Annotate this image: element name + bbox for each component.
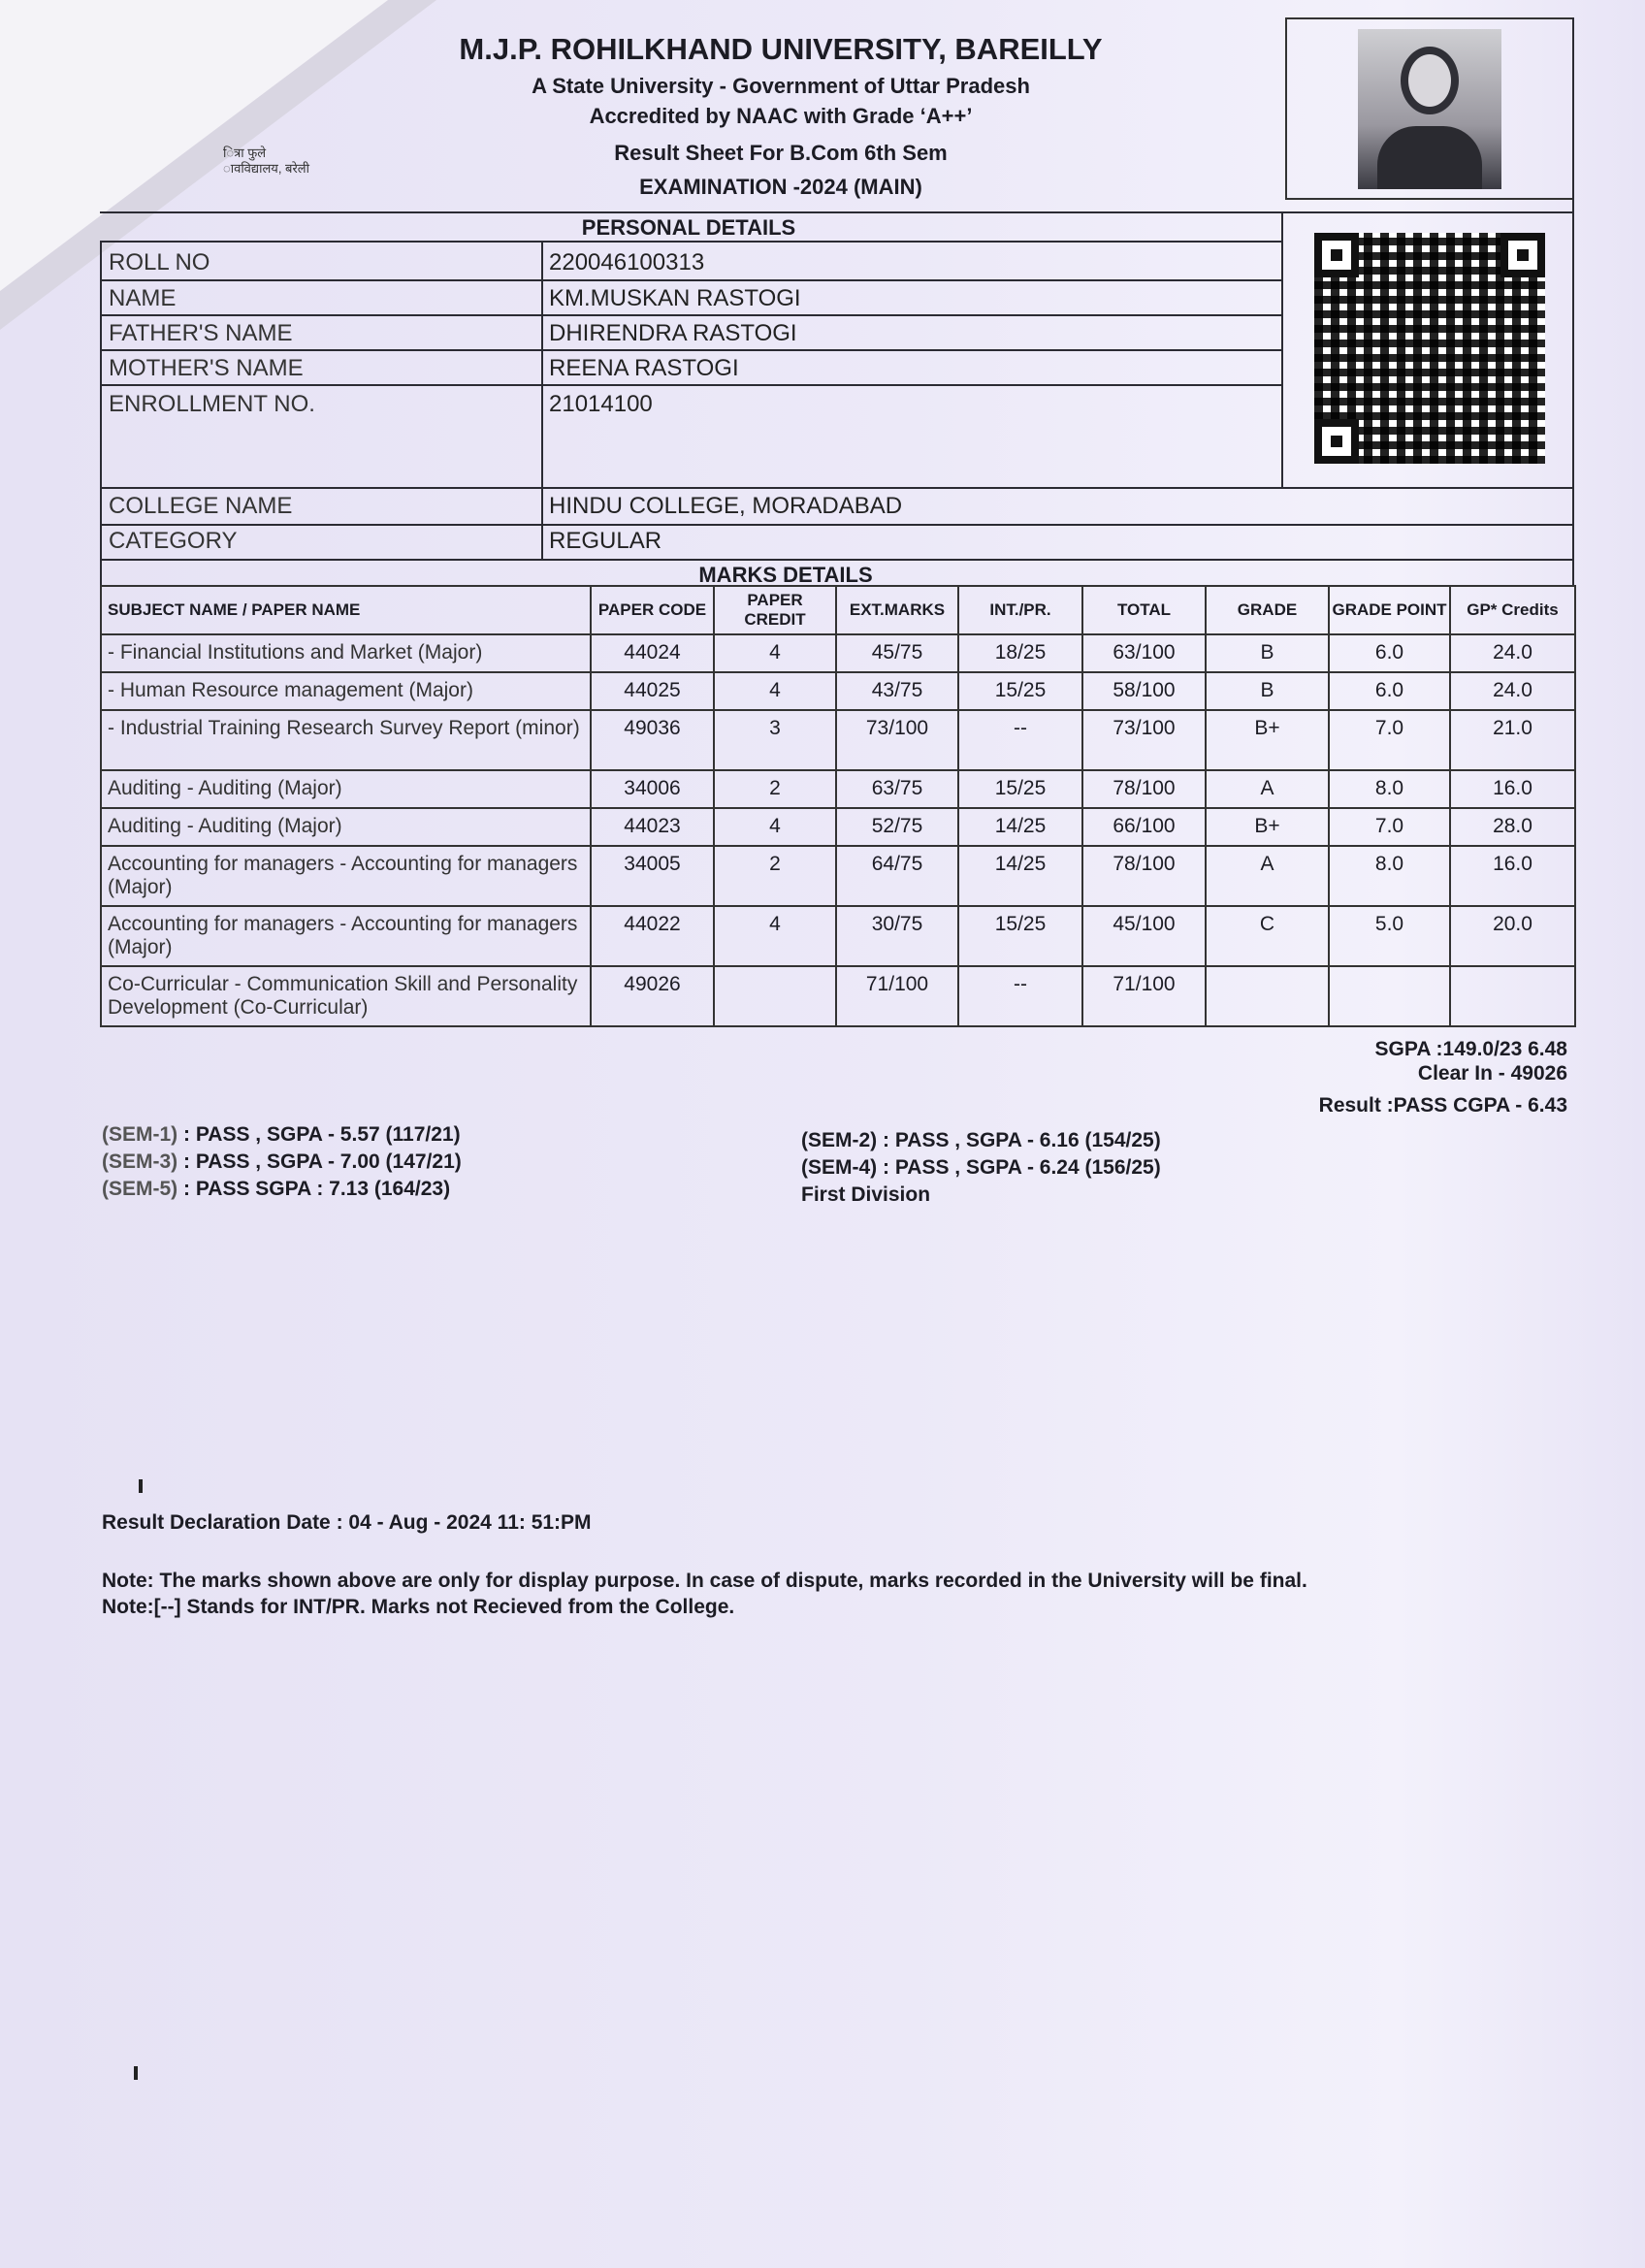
marks-details-title: MARKS DETAILS [698,563,873,587]
mother-name-label: MOTHER'S NAME [109,355,304,381]
divider [100,349,1283,351]
personal-details-title: PERSONAL DETAILS [581,215,796,240]
scan-speck [134,2066,138,2080]
result-declaration-date: Result Declaration Date : 04 - Aug - 2024 11: 51:PM [102,1511,592,1534]
result-sheet-title: Result Sheet For B.Com 6th Sem [614,141,948,165]
category-value: REGULAR [549,528,662,554]
examination-title: EXAMINATION -2024 (MAIN) [639,175,922,199]
divider [100,241,102,586]
name-label: NAME [109,285,177,311]
col-paper-code: PAPER CODE [591,586,714,634]
col-grade-point: GRADE POINT [1329,586,1450,634]
col-ext-marks: EXT.MARKS [836,586,958,634]
table-row: Co-Curricular - Communication Skill and Personality Development (Co-Curricular) 49026 71/100 -- 71/100 [101,966,1575,1026]
clear-in: Clear In - 49026 [1417,1062,1567,1085]
divider [100,559,1574,561]
result-cgpa: Result :PASS CGPA - 6.43 [1318,1094,1567,1117]
col-subject: SUBJECT NAME / PAPER NAME [101,586,591,634]
divider [100,487,1574,489]
college-name-label: COLLEGE NAME [109,493,293,519]
table-row: Accounting for managers - Accounting for managers (Major) 34005 2 64/75 14/25 78/100 A 8.0 16.0 [101,846,1575,906]
table-row: - Financial Institutions and Market (Major) 44024 4 45/75 18/25 63/100 B 6.0 24.0 [101,634,1575,672]
col-int-pr: INT./PR. [958,586,1082,634]
col-paper-credit: PAPER CREDIT [714,586,836,634]
divider [100,241,1283,243]
marks-table [100,585,1576,1027]
col-total: TOTAL [1082,586,1206,634]
divider [100,524,1574,526]
note-int-pr: Note:[--] Stands for INT/PR. Marks not Recieved from the College. [102,1596,735,1618]
divider [100,314,1283,316]
note-display-purpose: Note: The marks shown above are only for display purpose. In case of dispute, marks recorded in the University will be final. [102,1570,1307,1592]
qr-code [1314,233,1545,464]
divider [100,211,1574,213]
mother-name-value: REENA RASTOGI [549,355,739,381]
table-row: Accounting for managers - Accounting for managers (Major) 44022 4 30/75 15/25 45/100 C 5.0 20.0 [101,906,1575,966]
table-row: Auditing - Auditing (Major) 44023 4 52/75 14/25 66/100 B+ 7.0 28.0 [101,808,1575,846]
enrollment-label: ENROLLMENT NO. [109,391,315,417]
divider [1281,211,1283,487]
divider [100,384,1283,386]
scan-speck [139,1479,143,1493]
table-row: - Human Resource management (Major) 44025 4 43/75 15/25 58/100 B 6.0 24.0 [101,672,1575,710]
sem-even-results: (SEM-2) : PASS , SGPA - 6.16 (154/25) (SEM-4) : PASS , SGPA - 6.24 (156/25) First Division [801,1129,1161,1206]
roll-no-value: 220046100313 [549,249,705,275]
enrollment-value: 21014100 [549,391,653,417]
divider [541,241,543,561]
divider [1572,17,1574,586]
university-title: M.J.P. ROHILKHAND UNIVERSITY, BAREILLY [459,32,1103,66]
divider [100,279,1283,281]
category-label: CATEGORY [109,528,238,554]
roll-no-label: ROLL NO [109,249,210,275]
name-value: KM.MUSKAN RASTOGI [549,285,801,311]
accreditation: Accredited by NAAC with Grade ‘A++’ [589,104,973,128]
sgpa-summary: SGPA :149.0/23 6.48 [1374,1038,1567,1060]
table-row: Auditing - Auditing (Major) 34006 2 63/75 15/25 78/100 A 8.0 16.0 [101,770,1575,808]
table-row: - Industrial Training Research Survey Report (minor) 49036 3 73/100 -- 73/100 B+ 7.0 21.0 [101,710,1575,770]
father-name-value: DHIRENDRA RASTOGI [549,320,797,346]
col-gp-credits: GP* Credits [1450,586,1575,634]
college-name-value: HINDU COLLEGE, MORADABAD [549,493,903,519]
sem-odd-results: (SEM-1) : PASS , SGPA - 5.57 (117/21) (SEM-3) : PASS , SGPA - 7.00 (147/21) (SEM-5) : PASS SGPA : 7.13 (164/23) [102,1123,462,1200]
university-subtitle: A State University - Government of Uttar Pradesh [532,74,1030,98]
university-logo-text: ित्रा फुले ावविद्यालय, बरेली [223,146,309,176]
col-grade: GRADE [1206,586,1329,634]
student-photo [1358,29,1501,189]
father-name-label: FATHER'S NAME [109,320,293,346]
